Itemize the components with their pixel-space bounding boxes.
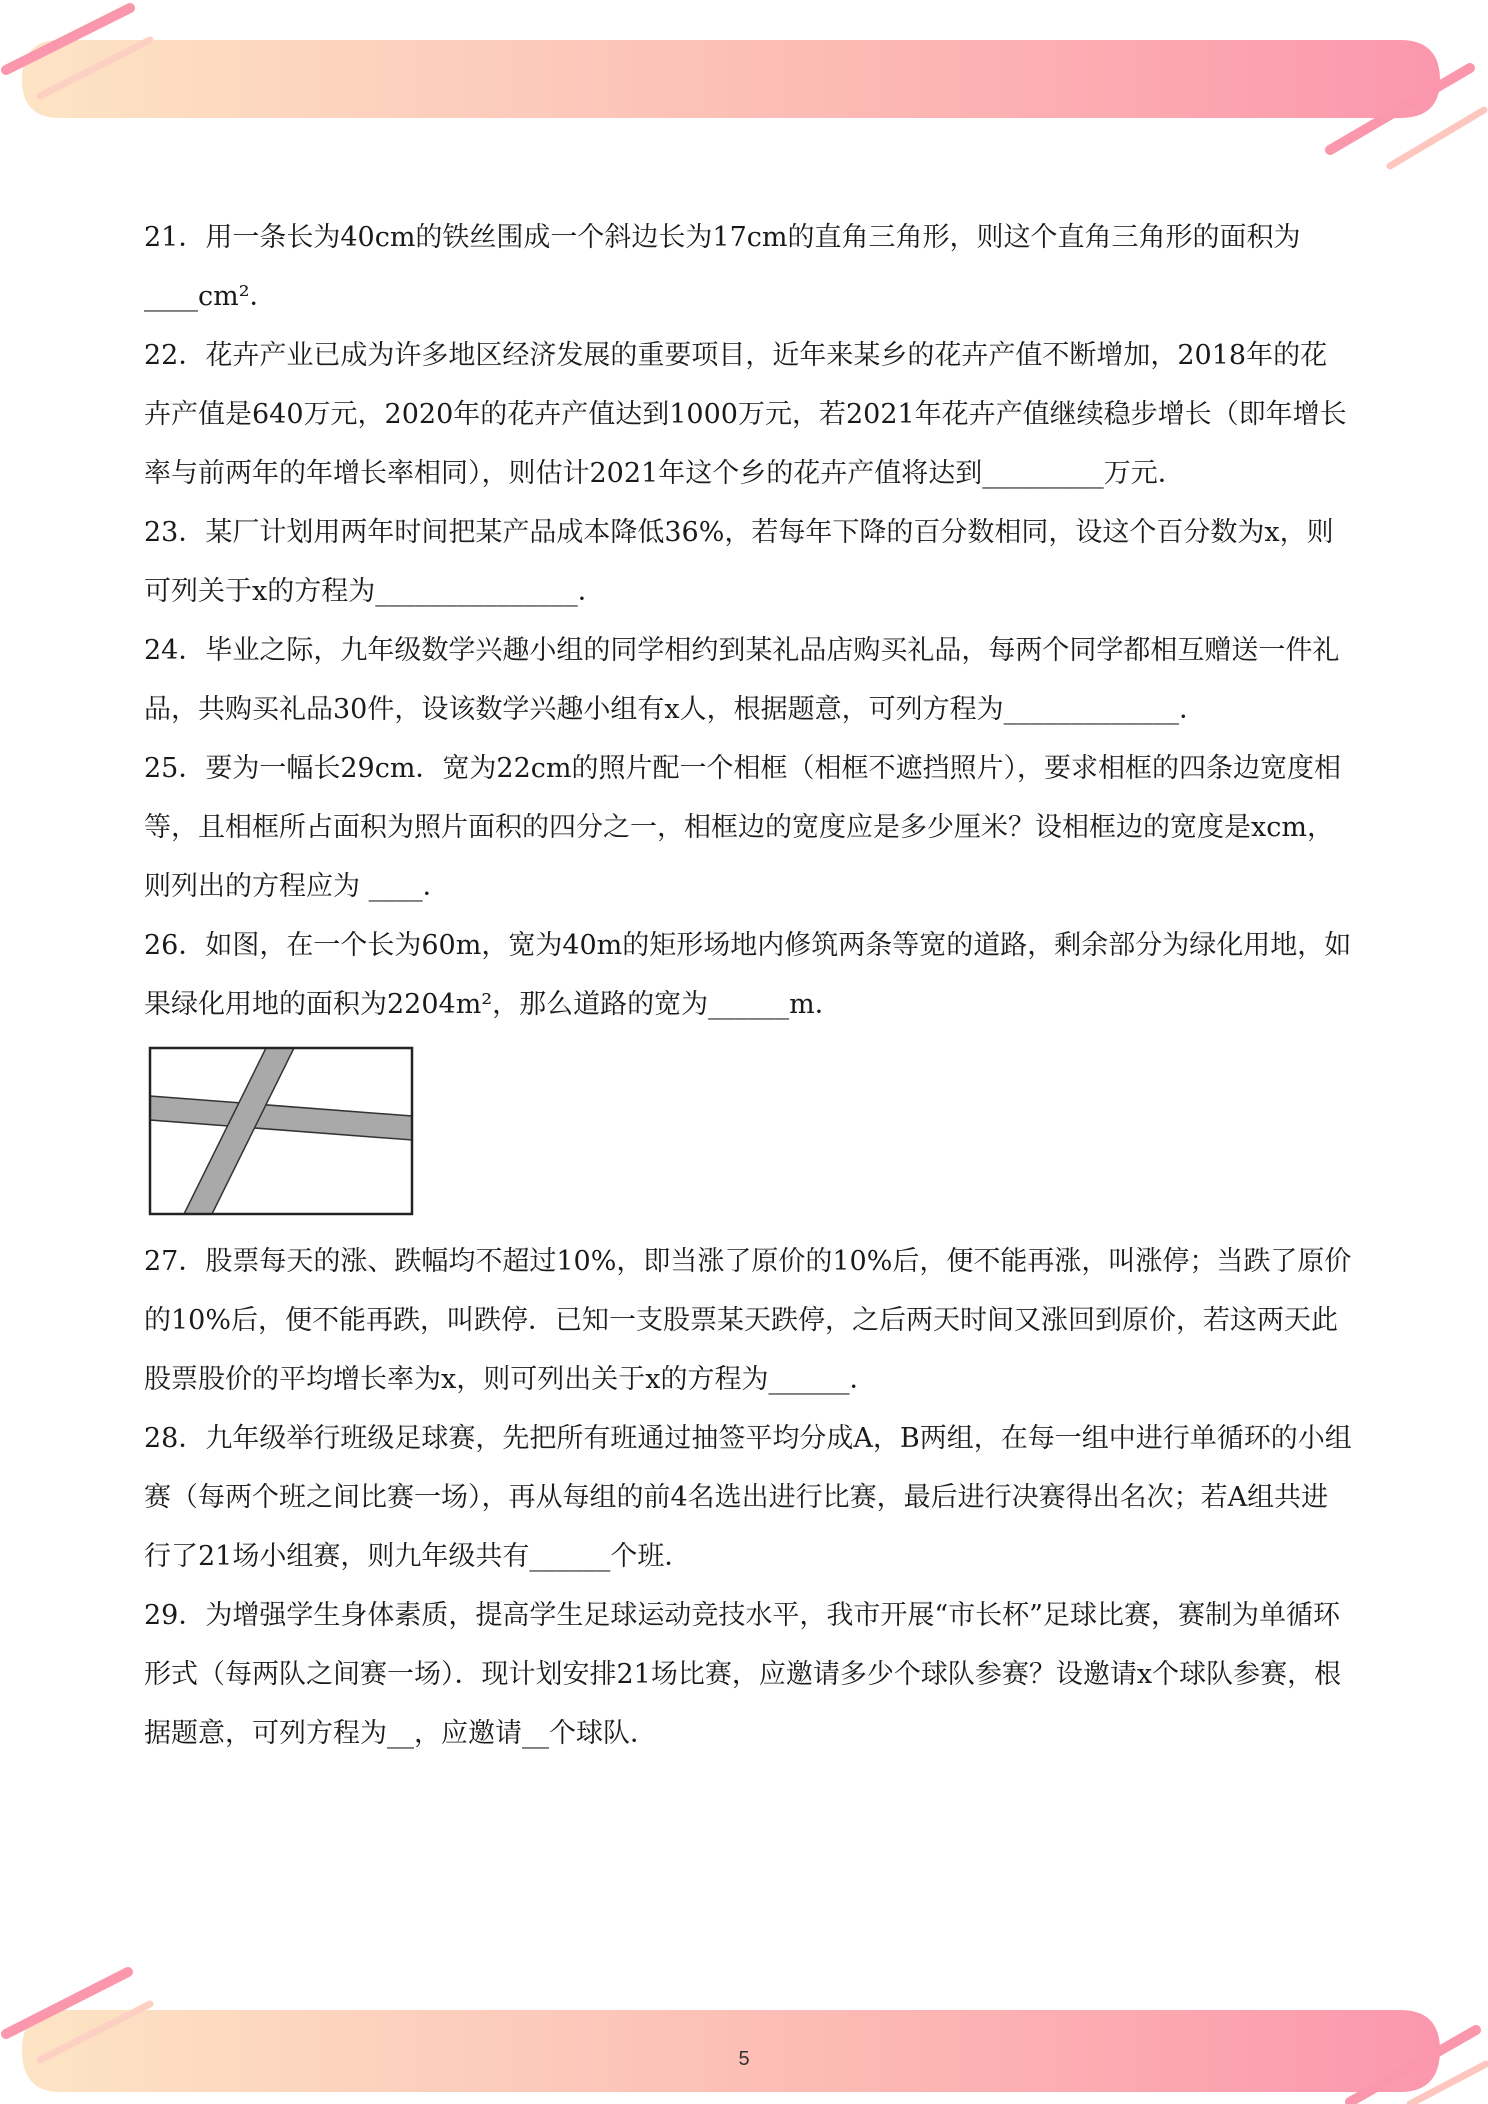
question-29: 29．为增强学生身体素质，提高学生足球运动竞技水平，我市开展“市长杯”足球比赛，赛制为单循环形式（每两队之间赛一场）．现计划安排21场比赛，应邀请多少个球队参赛？设邀请x个球队参赛，根据题意，可列方程为__，应邀请__个球队．: [144, 1600, 1342, 1749]
question-27: 27．股票每天的涨、跌幅均不超过10%，即当涨了原价的10%后，便不能再涨，叫涨停；当跌了原价的10%后，便不能再跌，叫跌停．已知一支股票某天跌停，之后两天时间又涨回到原价，若这两天此股票股价的平均增长率为x，则可列出关于x的方程为______．: [144, 1246, 1352, 1395]
footer-banner: [0, 1934, 1488, 2104]
banner-bar: [22, 40, 1440, 118]
question-24: 24．毕业之际，九年级数学兴趣小组的同学相约到某礼品店购买礼品，每两个同学都相互赠送一件礼品，共购买礼品30件，设该数学兴趣小组有x人，根据题意，可列方程为_____________．: [144, 635, 1340, 725]
question-26: 26．如图，在一个长为60m，宽为40m的矩形场地内修筑两条等宽的道路，剩余部分为绿化用地，如果绿化用地的面积为2204m²，那么道路的宽为______m．: [144, 930, 1352, 1020]
question-25: 25．要为一幅长29cm．宽为22cm的照片配一个相框（相框不遮挡照片），要求相框的四条边宽度相等，且相框所占面积为照片面积的四分之一，相框边的宽度应是多少厘米？设相框边的宽度是xcm，则列出的方程应为 ____．: [144, 753, 1342, 902]
header-banner: [0, 0, 1488, 170]
question-21: 21．用一条长为40cm的铁丝围成一个斜边长为17cm的直角三角形，则这个直角三角形的面积为____cm²．: [144, 222, 1301, 312]
question-list: [144, 208, 1354, 1763]
page-number: 5: [738, 2048, 750, 2070]
stripe-decoration: [1390, 110, 1484, 166]
road-diagram: [148, 1046, 414, 1218]
question-23: 23．某厂计划用两年时间把某产品成本降低36%，若每年下降的百分数相同，设这个百分数为x，则可列关于x的方程为_______________．: [144, 517, 1334, 607]
question-28: 28．九年级举行班级足球赛，先把所有班通过抽签平均分成A，B两组，在每一组中进行单循环的小组赛（每两个班之间比赛一场），再从每组的前4名选出进行比赛，最后进行决赛得出名次；若A组共进行了21场小组赛，则九年级共有______个班．: [144, 1423, 1352, 1572]
question-22: 22．花卉产业已成为许多地区经济发展的重要项目，近年来某乡的花卉产值不断增加，2018年的花卉产值是640万元，2020年的花卉产值达到1000万元，若2021年花卉产值继续稳步增长（即年增长率与前两年的年增长率相同），则估计2021年这个乡的花卉产值将达到_________万元．: [144, 340, 1347, 489]
